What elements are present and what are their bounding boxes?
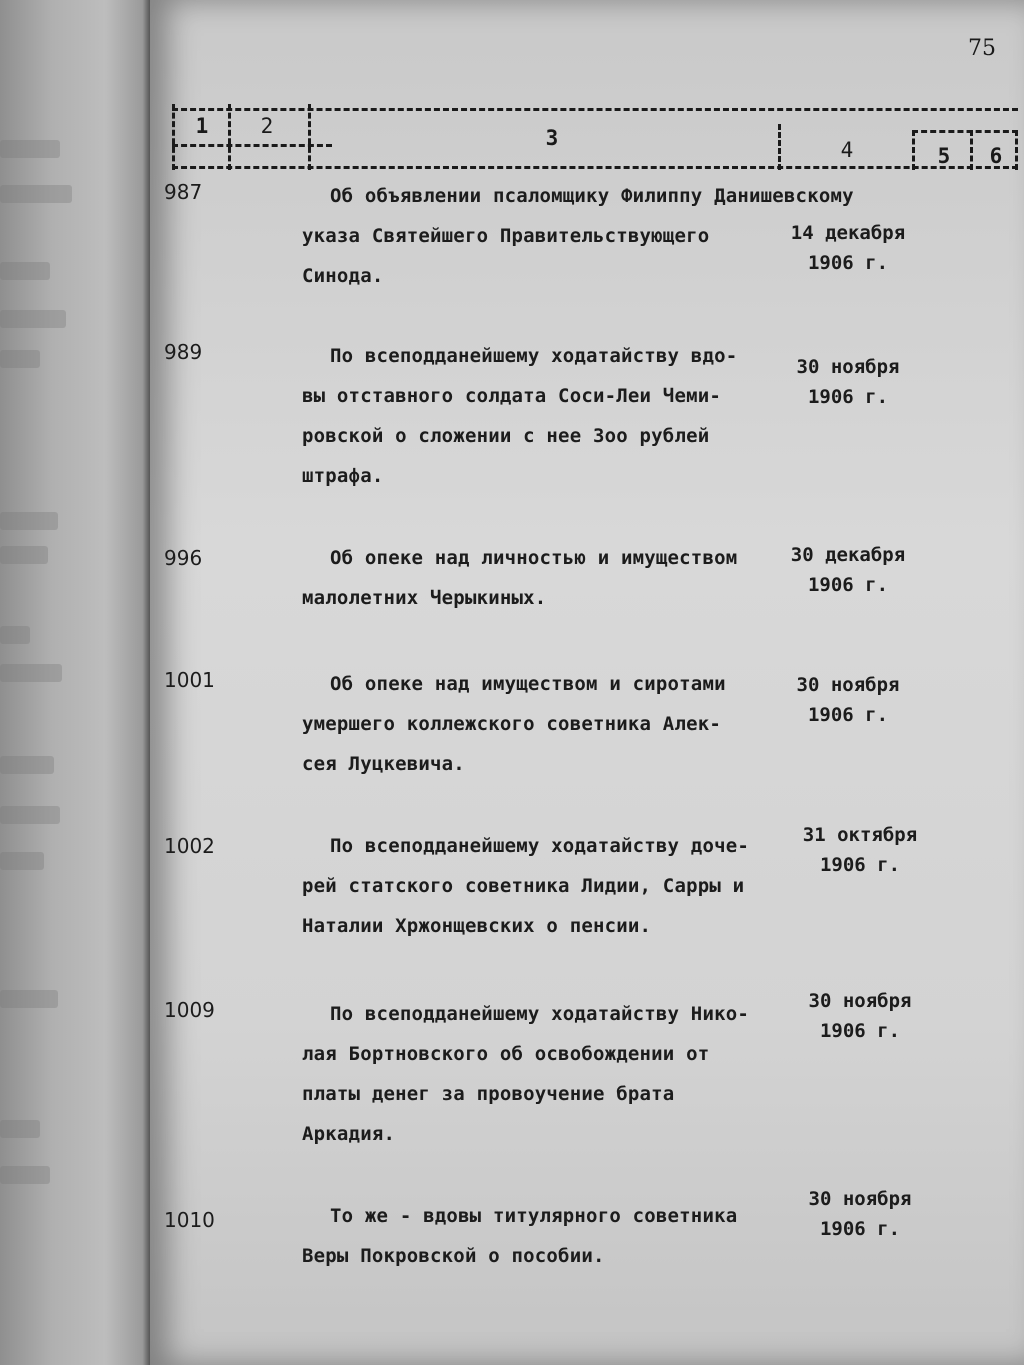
entry-date	[778, 670, 918, 730]
ghost-text	[0, 262, 50, 280]
header-col-4: 4	[840, 138, 854, 162]
previous-page-edge	[0, 0, 150, 1365]
header-col-5: 5	[937, 144, 951, 168]
entry-date-year: 1906 г.	[807, 386, 889, 408]
entry-text	[302, 336, 782, 496]
entry-date-year: 1906 г.	[819, 1020, 901, 1042]
entry-text-line: рей статского советника Лидии, Сарры и	[302, 875, 745, 897]
header-col-3: 3	[545, 126, 559, 150]
ghost-text	[0, 664, 62, 682]
ghost-text	[0, 310, 66, 328]
ghost-text	[0, 1120, 40, 1138]
entry-text	[302, 664, 782, 784]
entry-text-line: Об опеке над личностью и имуществом	[330, 547, 738, 569]
entry-number: 989	[164, 340, 203, 364]
header-top-rule	[172, 108, 1018, 111]
entry-text-line: малолетних Черыкиных.	[302, 587, 547, 609]
entry-text-line: вы отставного солдата Соси-Леи Чеми-	[302, 385, 722, 407]
entry-date-year: 1906 г.	[819, 1218, 901, 1240]
header-bottom-rule	[172, 166, 1018, 169]
ghost-text	[0, 350, 40, 368]
entry-text-line: штрафа.	[302, 465, 384, 487]
entry-date-year: 1906 г.	[807, 574, 889, 596]
entry-number: 1010	[164, 1208, 215, 1232]
entry-date-day: 30 ноября	[796, 674, 900, 696]
header-divider	[172, 104, 175, 170]
entry-date-year: 1906 г.	[819, 854, 901, 876]
entry-text	[302, 994, 782, 1154]
entry-text-line: лая Бортновского об освобождении от	[302, 1043, 710, 1065]
entry-text-line: Об объявлении псаломщику Филиппу Данишевскому	[330, 185, 854, 207]
entry-date-day: 30 ноября	[796, 356, 900, 378]
header-divider	[778, 124, 781, 170]
ghost-text	[0, 756, 54, 774]
entry-date	[790, 986, 930, 1046]
entry-text-line: Наталии Хржонщевских о пенсии.	[302, 915, 652, 937]
header-mid-rule	[912, 130, 1018, 133]
header-divider	[228, 104, 231, 170]
header-divider	[308, 104, 311, 170]
document-page	[150, 0, 1024, 1365]
ghost-text	[0, 512, 58, 530]
entry-text-line: ровской о сложении с нее 3оо рублей	[302, 425, 710, 447]
ghost-text	[0, 806, 60, 824]
entry-number: 1001	[164, 668, 215, 692]
entry-text-line: Веры Покровской о пособии.	[302, 1245, 605, 1267]
entry-number: 996	[164, 546, 203, 570]
ghost-text	[0, 546, 48, 564]
ghost-text	[0, 626, 30, 644]
entry-text-line: По всеподданейшему ходатайству доче-	[330, 835, 750, 857]
entry-text	[302, 826, 782, 946]
entry-date	[778, 352, 918, 412]
entry-date-day: 30 ноября	[808, 1188, 912, 1210]
header-col-6: 6	[989, 144, 1003, 168]
ghost-text	[0, 140, 60, 158]
entry-text-line: платы денег за провоучение брата	[302, 1083, 675, 1105]
entry-text-line: То же - вдовы титулярного советника	[330, 1205, 738, 1227]
entry-text-line: Синода.	[302, 265, 384, 287]
entry-date-day: 30 ноября	[808, 990, 912, 1012]
ghost-text	[0, 185, 72, 203]
entry-text-line: Аркадия.	[302, 1123, 396, 1145]
entry-date	[790, 1184, 930, 1244]
entry-text-line: указа Святейшего Правительствующего	[302, 225, 710, 247]
header-divider	[970, 130, 973, 170]
entry-number: 987	[164, 180, 203, 204]
entry-text	[302, 538, 782, 618]
header-divider	[1015, 130, 1018, 170]
page-number: 75	[968, 36, 996, 61]
entry-text-line: По всеподданейшему ходатайству вдо-	[330, 345, 738, 367]
entry-date-year: 1906 г.	[807, 704, 889, 726]
entry-date-day: 31 октября	[802, 824, 918, 846]
entry-date-day: 14 декабря	[790, 222, 906, 244]
entry-text-line: Об опеке над имуществом и сиротами	[330, 673, 726, 695]
entry-date	[790, 820, 930, 880]
ghost-text	[0, 1166, 50, 1184]
ghost-text	[0, 990, 58, 1008]
table-header	[172, 104, 1018, 170]
entry-text-line: умершего коллежского советника Алек-	[302, 713, 722, 735]
entry-date	[778, 540, 918, 600]
header-col-1: 1	[195, 114, 209, 138]
header-divider	[912, 130, 915, 170]
entry-text	[302, 1196, 782, 1276]
header-col-2: 2	[260, 114, 274, 138]
entry-number: 1009	[164, 998, 215, 1022]
ghost-text	[0, 852, 44, 870]
entry-number: 1002	[164, 834, 215, 858]
entry-text-line: сея Луцкевича.	[302, 753, 465, 775]
entry-date-year: 1906 г.	[807, 252, 889, 274]
entry-text-line: По всеподданейшему ходатайству Нико-	[330, 1003, 750, 1025]
entry-date-day: 30 декабря	[790, 544, 906, 566]
entry-date	[778, 218, 918, 278]
